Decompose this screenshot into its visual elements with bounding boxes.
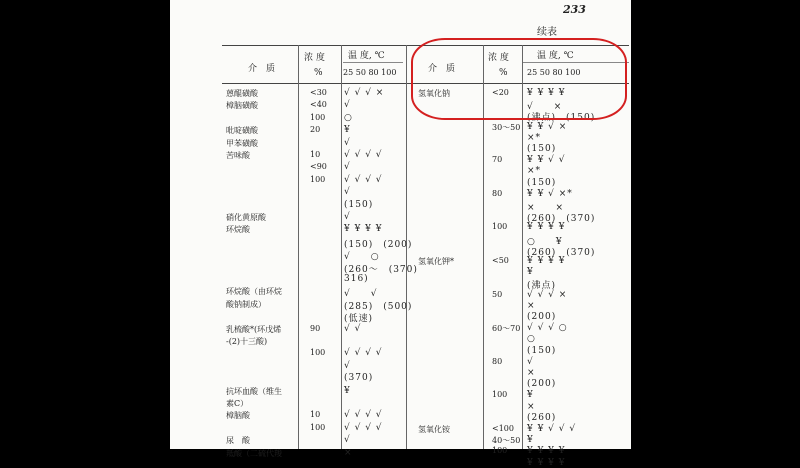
left-rating: (低速): [344, 314, 374, 325]
header-temps-left: 25 50 80 100: [343, 68, 397, 77]
left-rating: (370): [344, 373, 374, 384]
left-concentration: <40: [310, 100, 327, 110]
right-rating: √ √ √ ○: [527, 323, 568, 334]
right-rating: ¥ ¥ ¥ ¥: [527, 446, 566, 457]
left-rating: 316): [344, 274, 369, 284]
left-medium-name: 抗坏血酸（维生: [226, 386, 282, 396]
right-rating: (150): [527, 144, 557, 154]
left-medium-name: 环烷酸: [226, 225, 250, 235]
left-concentration: 20: [310, 125, 321, 135]
left-rating: √: [344, 212, 351, 222]
right-rating: ×: [527, 300, 536, 311]
left-rating: √ √: [344, 289, 378, 300]
right-concentration: 50: [492, 289, 503, 299]
right-rating: (200): [527, 312, 557, 322]
right-rating: ¥ ¥ ¥ ¥: [527, 457, 566, 468]
header-temperature-right: 温 度, ℃: [537, 51, 574, 61]
left-medium-name: 乳梳酸*(环戊烯: [226, 324, 282, 334]
right-concentration: <100: [492, 424, 514, 433]
right-concentration: 70: [492, 155, 503, 165]
page-number: 233: [563, 3, 586, 16]
right-concentration: 100: [492, 222, 508, 232]
header-percent-right: %: [499, 68, 508, 78]
right-concentration: 80: [492, 188, 503, 198]
left-medium-name: 樟脑磺酸: [226, 101, 258, 111]
left-rating: ¥: [344, 385, 351, 396]
left-rating: (260～ (370): [344, 264, 418, 275]
right-concentration: 100: [492, 390, 508, 400]
continued-label: 续表: [537, 27, 557, 38]
right-rating: √ ×: [527, 102, 563, 113]
right-concentration: 40～50: [492, 436, 521, 446]
document-page: [170, 0, 631, 468]
left-concentration: 100: [310, 348, 326, 358]
left-medium-name: 苦味酸: [226, 151, 250, 160]
right-concentration: <20: [492, 88, 509, 97]
header-temperature-left: 温 度, ℃: [348, 51, 385, 61]
right-rating: ×: [527, 368, 536, 378]
right-rating: ¥ ¥ ¥ ¥: [527, 222, 566, 233]
red-highlight-ellipse: [411, 38, 627, 120]
header-temps-right: 25 50 80 100: [527, 68, 581, 77]
left-medium-name: 蒽醌磺酸: [226, 89, 258, 98]
left-rating: √ √: [344, 323, 362, 334]
right-medium-name: 氢氧化铵: [418, 425, 450, 434]
right-rating: (200): [527, 379, 557, 390]
left-medium-name: 樟脑酸: [226, 411, 250, 421]
header-percent-left: %: [314, 68, 323, 78]
right-rating: ×: [527, 401, 536, 412]
left-rating: √: [344, 137, 351, 148]
right-rating: (150): [527, 177, 557, 188]
left-rating: √ √ √ √: [344, 150, 383, 160]
right-concentration: <50: [492, 256, 509, 265]
left-concentration: 100: [310, 112, 326, 122]
right-rating: ¥ ¥ √ √: [527, 155, 566, 166]
left-rating: √ √ √ √: [344, 422, 383, 433]
left-rating: √: [344, 100, 351, 111]
left-concentration: <30: [310, 88, 327, 97]
left-medium-name: 素C）: [226, 399, 249, 408]
left-temp-divider: [341, 45, 342, 449]
right-concentration: 80: [492, 356, 503, 366]
left-rating: (285) (500): [344, 301, 413, 312]
right-rating: ×*: [527, 132, 542, 143]
left-medium-name: 吡啶磺酸: [226, 126, 258, 136]
right-rating: ¥ ¥ ¥ ¥: [527, 256, 566, 266]
right-medium-name: 氢氧化钠: [418, 89, 450, 98]
left-medium-name: 硝化黄原酸: [226, 213, 266, 222]
left-concentration: 10: [310, 150, 321, 159]
right-rating: (沸点) (150): [527, 113, 596, 124]
left-rating: √ √ √ √: [344, 348, 383, 359]
right-rating: ¥ ¥ √ ×: [527, 121, 568, 132]
left-rating: (150): [344, 199, 374, 210]
right-medium-name: 氢氧化钾*: [418, 257, 454, 266]
right-rating: ○: [527, 334, 536, 345]
left-medium-name: 甲苯磺酸: [226, 138, 258, 148]
right-rating: √ √ √ ×: [527, 289, 568, 300]
left-rating: √ √ √ √: [344, 410, 383, 421]
left-rating: √ √ √ ×: [344, 88, 385, 98]
left-concentration: 10: [310, 410, 321, 420]
left-temp-rule: [343, 62, 403, 63]
left-rating: √ ○: [344, 252, 380, 263]
left-rating: √: [344, 360, 351, 371]
left-medium-name: 酸钠制成）: [226, 299, 266, 309]
left-concentration: 100: [310, 174, 326, 184]
right-rating: ¥ ¥ √ ×*: [527, 188, 573, 199]
left-rating: ×: [344, 447, 353, 458]
left-rating: √ √ √ √: [344, 174, 383, 185]
left-concentration: 90: [310, 323, 321, 333]
left-concentration: 100: [310, 422, 326, 432]
left-rating: √: [344, 162, 351, 173]
left-rating: √: [344, 187, 351, 198]
left-medium-name: -(2)十三酸): [226, 337, 268, 346]
right-rating: ¥ ¥ √ √ √: [527, 424, 577, 434]
right-rating: √: [527, 356, 534, 367]
left-rating: √: [344, 435, 351, 446]
left-rating: ¥ ¥ ¥ ¥: [344, 224, 383, 235]
right-rating: ×*: [527, 166, 542, 177]
right-concentration: 100: [492, 446, 508, 456]
right-rating: ○ ¥: [527, 236, 563, 247]
right-rating: ¥: [527, 267, 534, 278]
right-rating: (沸点): [527, 281, 557, 292]
right-rating: (150): [527, 345, 557, 356]
left-medium-name: 羝酸（二硫代羧: [226, 448, 282, 458]
header-medium-left: 介 质: [248, 64, 276, 74]
left-medium-name: 环烷酸（由环烷: [226, 287, 282, 297]
right-rating: × ×: [527, 203, 565, 213]
left-medium-name: 尿 酸: [226, 436, 250, 446]
left-rating: ¥: [344, 125, 351, 136]
right-rating: ¥ ¥ ¥ ¥: [527, 88, 566, 98]
left-rating: (150) (200): [344, 239, 413, 250]
right-rating: ¥: [527, 390, 534, 401]
left-conc-divider: [298, 45, 299, 449]
header-medium-right: 介 质: [428, 64, 456, 74]
header-concentration-right: 浓 度: [488, 53, 509, 63]
right-concentration: 30～50: [492, 122, 521, 132]
right-rating: ¥: [527, 435, 534, 446]
left-concentration: <90: [310, 162, 327, 172]
left-rating: ○: [344, 112, 353, 123]
right-rating: (260) (370): [527, 214, 596, 225]
header-concentration-left: 浓 度: [304, 53, 325, 63]
right-rating: (260) (370): [527, 247, 596, 258]
right-concentration: 60～70: [492, 324, 521, 334]
right-rating: (260): [527, 412, 557, 423]
